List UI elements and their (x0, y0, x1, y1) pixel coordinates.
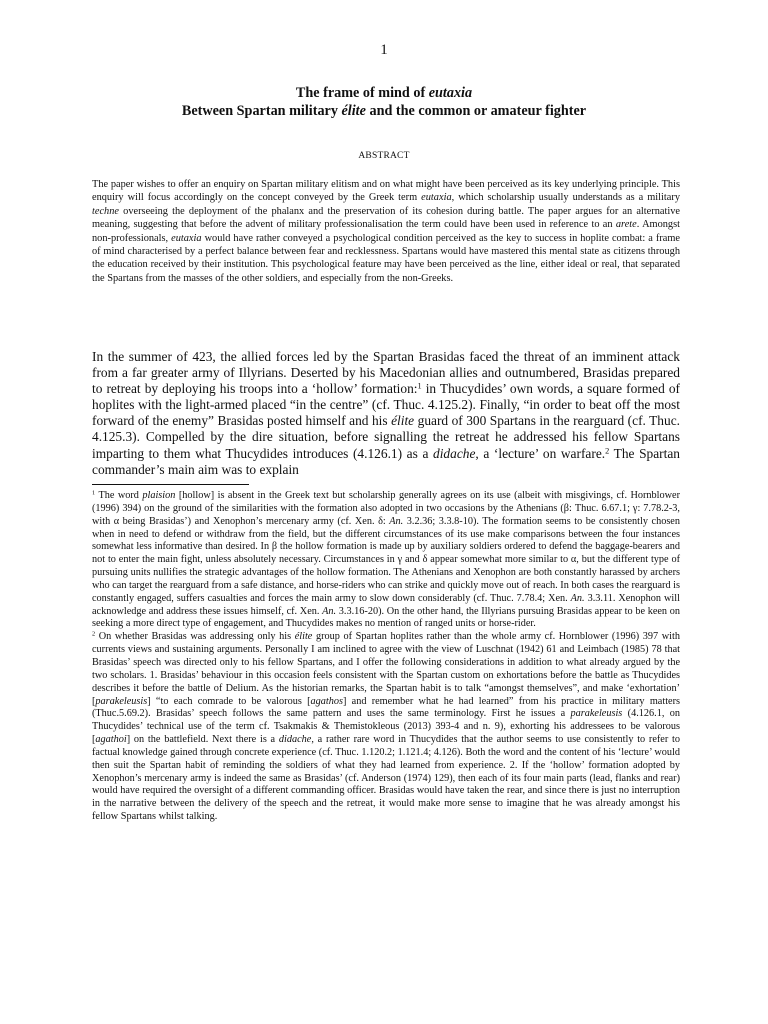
body-paragraph: In the summer of 423, the allied forces led by the Spartan Brasidas faced the threat of an imminent attack from a far greater army of Illyrians. Deserted by his Macedonian allies and outnumbered, Brasidas prepared to retreat by deploying his troops into a ‘hollow’ formation:$^1$ in Thucydides’ own words, a square formed of hoplites with the light-armed placed “in the centre” (cf. Thuc. 4.125.2). Finally, “in order to beat off the most forward of the enemy” Brasidas posted himself and his élite guard of 300 Spartans in the rearguard (cf. Thuc. 4.125.3). Compelled by the dire situation, before signalling the retreat he addressed his fellow Spartans imparting to them what Thucydides introduces (4.126.1) as a didache, a ‘lecture’ on warfare.$^2$ The Spartan commander’s main aim was to explain (92, 349, 680, 477)
footnote-separator (92, 484, 249, 485)
footnote-1: $^1$ The word plaision [hollow] is absent in the Greek text but scholarship generally agrees on its use (albeit with misgivings, cf. Hornblower (1996) 394) on the ground of the similarities with the formation also adopted in two occasions by the Athenians (β: Thuc. 6.67.1; γ: 7.78.2-3, with α being Brasidas’) and Xenophon’s mercenary army (cf. Xen. δ: An. 3.2.36; 3.3.8-10). The formation seems to be consistently chosen when in need to defend or withdraw from the field, but the different circumstances of its use make comparisons between the four instances somewhat less informative than desired. In β the hollow formation is made up by auxiliary soldiers ordered to defend the baggage-bearers and not to enter the main fight, unless absolutely necessary. Circumstances in γ and δ appear somewhat more similar to α, but the different type of pursuing units nullifies the strategic advantages of the hollow formation. The Athenians and Xenophon are both constantly harassed by archers who can target the rearguard from a safe distance, and horse-riders who can strike and quickly move out of reach. In both cases the rearguard is constantly engaged, suffers casualties and forces the main army to slow down considerably (cf. Thuc. 7.78.4; Xen. An. 3.3.11. Xenophon will acknowledge and address these issues himself, cf. Xen. An. 3.3.16-20). On the other hand, the Illyrians pursuing Brasidas appear to be keen on seeking a more direct type of engagement, and Thucydides makes no mention of ranged units or horse-rider. (92, 489, 680, 630)
footnotes (92, 490, 680, 824)
paper-title (60, 84, 708, 120)
footnote-marker: 1 (92, 489, 96, 497)
page-number: 1 (380, 42, 388, 58)
abstract-heading: ABSTRACT (358, 151, 410, 161)
footnote-marker: 1 (417, 381, 422, 391)
footnote-marker: 2 (605, 446, 610, 455)
title-line-1: The frame of mind of eutaxia (295, 85, 473, 101)
abstract-body: The paper wishes to offer an enquiry on Spartan military elitism and on what might have been perceived as its key underlying principle. This enquiry will focus accordingly on the concept conveyed by the Greek term eutaxia, which scholarship usually understands as a military techne overseeing the deployment of the phalanx and the preservation of its cohesion during battle. The paper argues for an alternative meaning, suggesting that before the advent of military professionalisation the term could have been used in reference to an arete. Amongst non-professionals, eutaxia would have rather conveyed a psychological condition perceived as the key to success in hoplite combat: a frame of mind characterised by a perfect balance between fear and recklessness. Spartans would have mastered this mental state as citizens through the education received by their institution. This psychological feature may have been perceived as the line, either ideal or real, that separated the Spartans from the masses of the other soldiers, and especially from the non-Greeks. (92, 179, 681, 284)
title-line-2: Between Spartan military élite and the common or amateur fighter (181, 103, 587, 119)
footnote-2: $^2$ On whether Brasidas was addressing only his élite group of Spartan hoplites rather than the whole army cf. Hornblower (1996) 397 with currents views and sustaining arguments. Personally I am inclined to agree with the view of Luschnat (1942) 61 and Leimbach (1985) 78 that Brasidas’ speech was directed only to his fellow Spartans, and I offer the following considerations in addition to what already argued by the two scholars. 1. Brasidas’ behaviour in this occasion feels consistent with the Spartan custom on exhortations before the battle as Thucydides describes it before the battle of Delium. As the historian remarks, the Spartan habit is to talk “amongst themselves”, and make ‘exhortation’ [parakeleusis] “to each comrade to be valorous [agathos] and remember what he had learned” from his practice in military matters (Thuc.5.69.2). Brasidas’ speech follows the same pattern and uses the same terminology. First he issues a parakeleusis (4.126.1, on Thucydides’ technical use of the term cf. Tsakmakis & Themistokleous (2013) 393-4 and n. 9), exhorting his addressees to be valorous [agathoi] on the battlefield. Next there is a didache, a rather rare word in Thucydides that the author seems to use consistently to refer to factual knowledge gained through concrete experience (cf. Thuc. 1.120.2; 1.121.4; 4.126). Both the word and the content of his ‘lecture’ would then suit the Spartan habit of reminding the soldiers of what they had learned from experience. 2. If the ‘hollow’ formation adopted by Xenophon’s mercenary army is indeed the same as Brasidas’ (cf. Anderson (1974) 129), then each of its four main parts (lead, flanks and rear) would have required the oversight of a different commanding officer. Brasidas would have taken the rear, and since there is just no interruption in the narrative between the delivery of the speech and the retreat, it would make more sense to imagine that he was already amongst his fellow Spartans whilst talking. (92, 630, 681, 823)
footnote-marker: 2 (92, 630, 96, 638)
